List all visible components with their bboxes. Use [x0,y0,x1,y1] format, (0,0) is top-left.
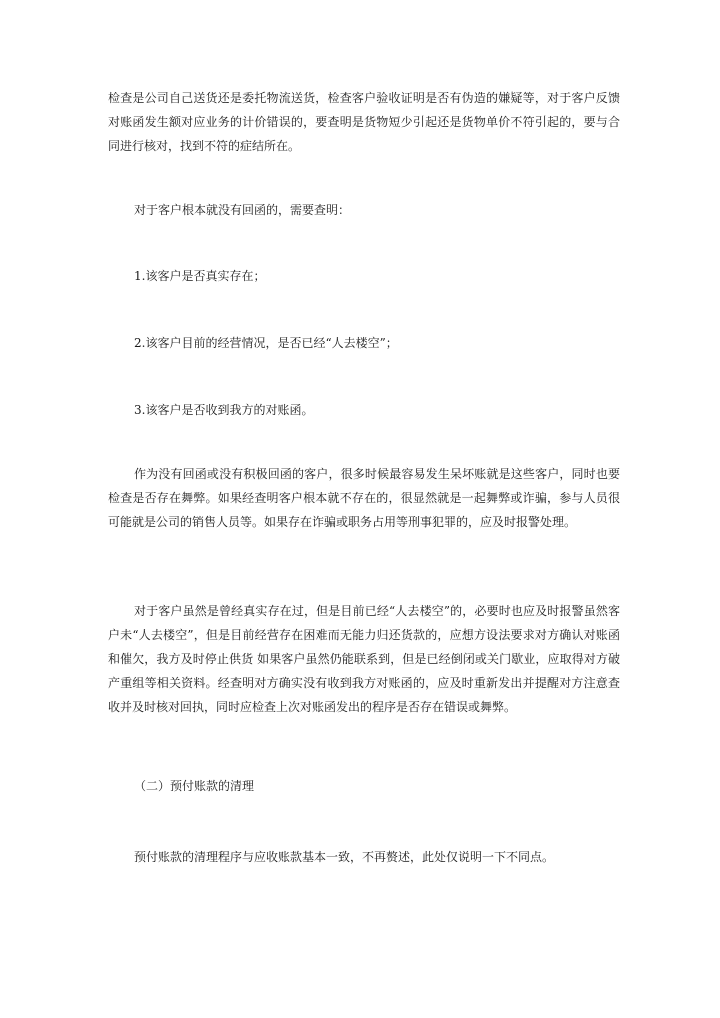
paragraph-fraud-check: 作为没有回函或没有积极回函的客户，很多时候最容易发生呆坏账就是这些客户，同时也要检查是否存在舞弊。如果经查明客户根本就不存在的，很显然就是一起舞弊或诈骗，参与人员很可能就是公司的销售人员等。如果存在诈骗或职务占用等刑事犯罪的，应及时报警处理。 [108,467,620,529]
list-item-customer-exists: 1.该客户是否真实存在； [134,269,266,283]
list-item-operating-status: 2.该客户目前的经营情况，是否已经“人去楼空”； [134,336,398,350]
paragraph-prepayment-procedure: 预付账款的清理程序与应收账款基本一致，不再赘述，此处仅说明一下不同点。 [134,850,555,864]
paragraph-no-reply-intro: 对于客户根本就没有回函的，需要查明： [134,203,351,217]
paragraph-verification-check: 检查是公司自己送货还是委托物流送货，检查客户验收证明是否有伪造的嫌疑等，对于客户反馈对账函发生额对应业务的计价错误的，要查明是货物短少引起还是货物单价不符引起的，要与合同进行核对，找到不符的症结所在。 [108,91,620,153]
section-heading-prepayments: （二）预付账款的清理 [134,779,255,793]
paragraph-customer-gone: 对于客户虽然是曾经真实存在过，但是目前已经“人去楼空”的，必要时也应及时报警虽然客户未“人去楼空”，但是目前经营存在困难而无能力归还货款的，应想方设法要求对方确认对账函和催欠，我方及时停止供货 如果客户虽然仍能联系到，但是已经倒闭或关门歇业，应取得对方破产重组等相关资料。经查明对方确实没有收到我方对账函的，应及时重新发出并提醒对方注意查收并及时核对回执，同时应检查上次对账函发出的程序是否存在错误或舞弊。 [108,604,620,714]
list-item-letter-received: 3.该客户是否收到我方的对账函。 [134,403,314,417]
